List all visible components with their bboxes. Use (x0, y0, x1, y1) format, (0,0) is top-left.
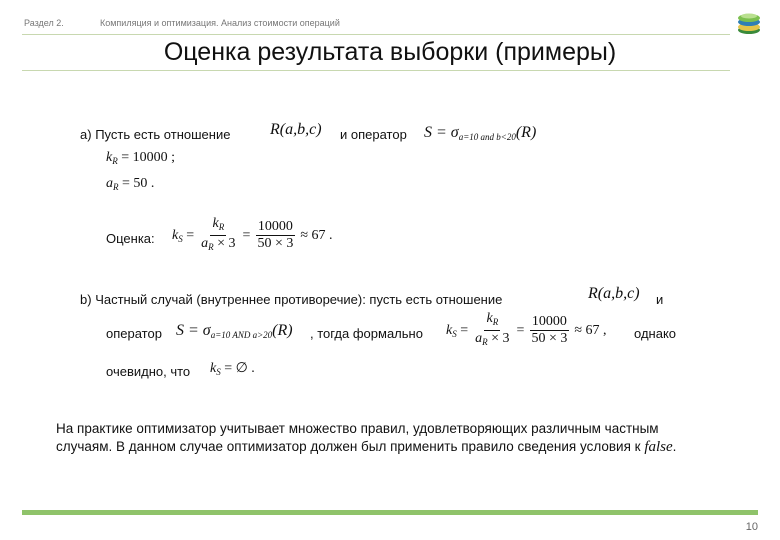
part-b-marker: b) (80, 292, 92, 307)
page-title: Оценка результата выборки (примеры) (163, 38, 617, 66)
stacked-disks-logo-icon (736, 10, 762, 36)
false-keyword: false (644, 439, 673, 455)
part-b-text3: оператор (106, 326, 162, 341)
estimate-label: Оценка: (106, 231, 155, 246)
part-a-operator: $S = \sigma_{a=10 and b<20}(R)$ (424, 124, 537, 142)
part-b-text4: , тогда формально (310, 326, 423, 341)
part-a-estimate: $k_S$ = $\frac{k_R}{a_R \times 3}$ = $\frac{10000}{50 \times 3}$ ≈ 67 . (172, 216, 333, 252)
part-a-a: $a_R = 50$ . (106, 176, 155, 192)
part-b-intro (80, 292, 502, 307)
part-b-text6: очевидно, что (106, 364, 191, 379)
part-a-k: $k_R = 10000$ ; (106, 150, 176, 166)
part-b-text1: Частный случай (внутреннее противоречие): пусть есть отношение (95, 292, 503, 307)
part-a-text1: Пусть есть отношение (95, 127, 231, 142)
part-b-operator: $S = \sigma_{a=10 AND a>20}(R)$ (176, 322, 293, 340)
section-label: Раздел 2. (24, 18, 64, 28)
part-a-intro (80, 127, 230, 142)
summary-note: На практике оптимизатор учитывает множество правил, удовлетворяющих различным частным случаям. В данном случае оптимизатор должен был применить правило сведения условия к false. (56, 421, 677, 455)
part-b-text2: и (656, 292, 664, 307)
part-b-estimate: $k_S$ = $\frac{k_R}{a_R \times 3}$ = $\frac{10000}{50 \times 3}$ ≈ 67 , (446, 311, 607, 347)
part-a-relation: R(a,b,c) (270, 121, 322, 138)
part-b-relation: R(a,b,c) (588, 285, 640, 302)
title-rule (22, 70, 730, 71)
header-rule (22, 34, 730, 35)
part-b-empty: $k_S$ = ∅ . (210, 361, 255, 377)
page-number: 10 (745, 521, 758, 533)
part-a-marker: a) (80, 127, 92, 142)
footer-rule (22, 510, 758, 515)
part-b-text5: однако (634, 326, 677, 341)
part-a-text2: и оператор (340, 127, 407, 142)
subject-label: Компиляция и оптимизация. Анализ стоимости операций (100, 18, 340, 28)
